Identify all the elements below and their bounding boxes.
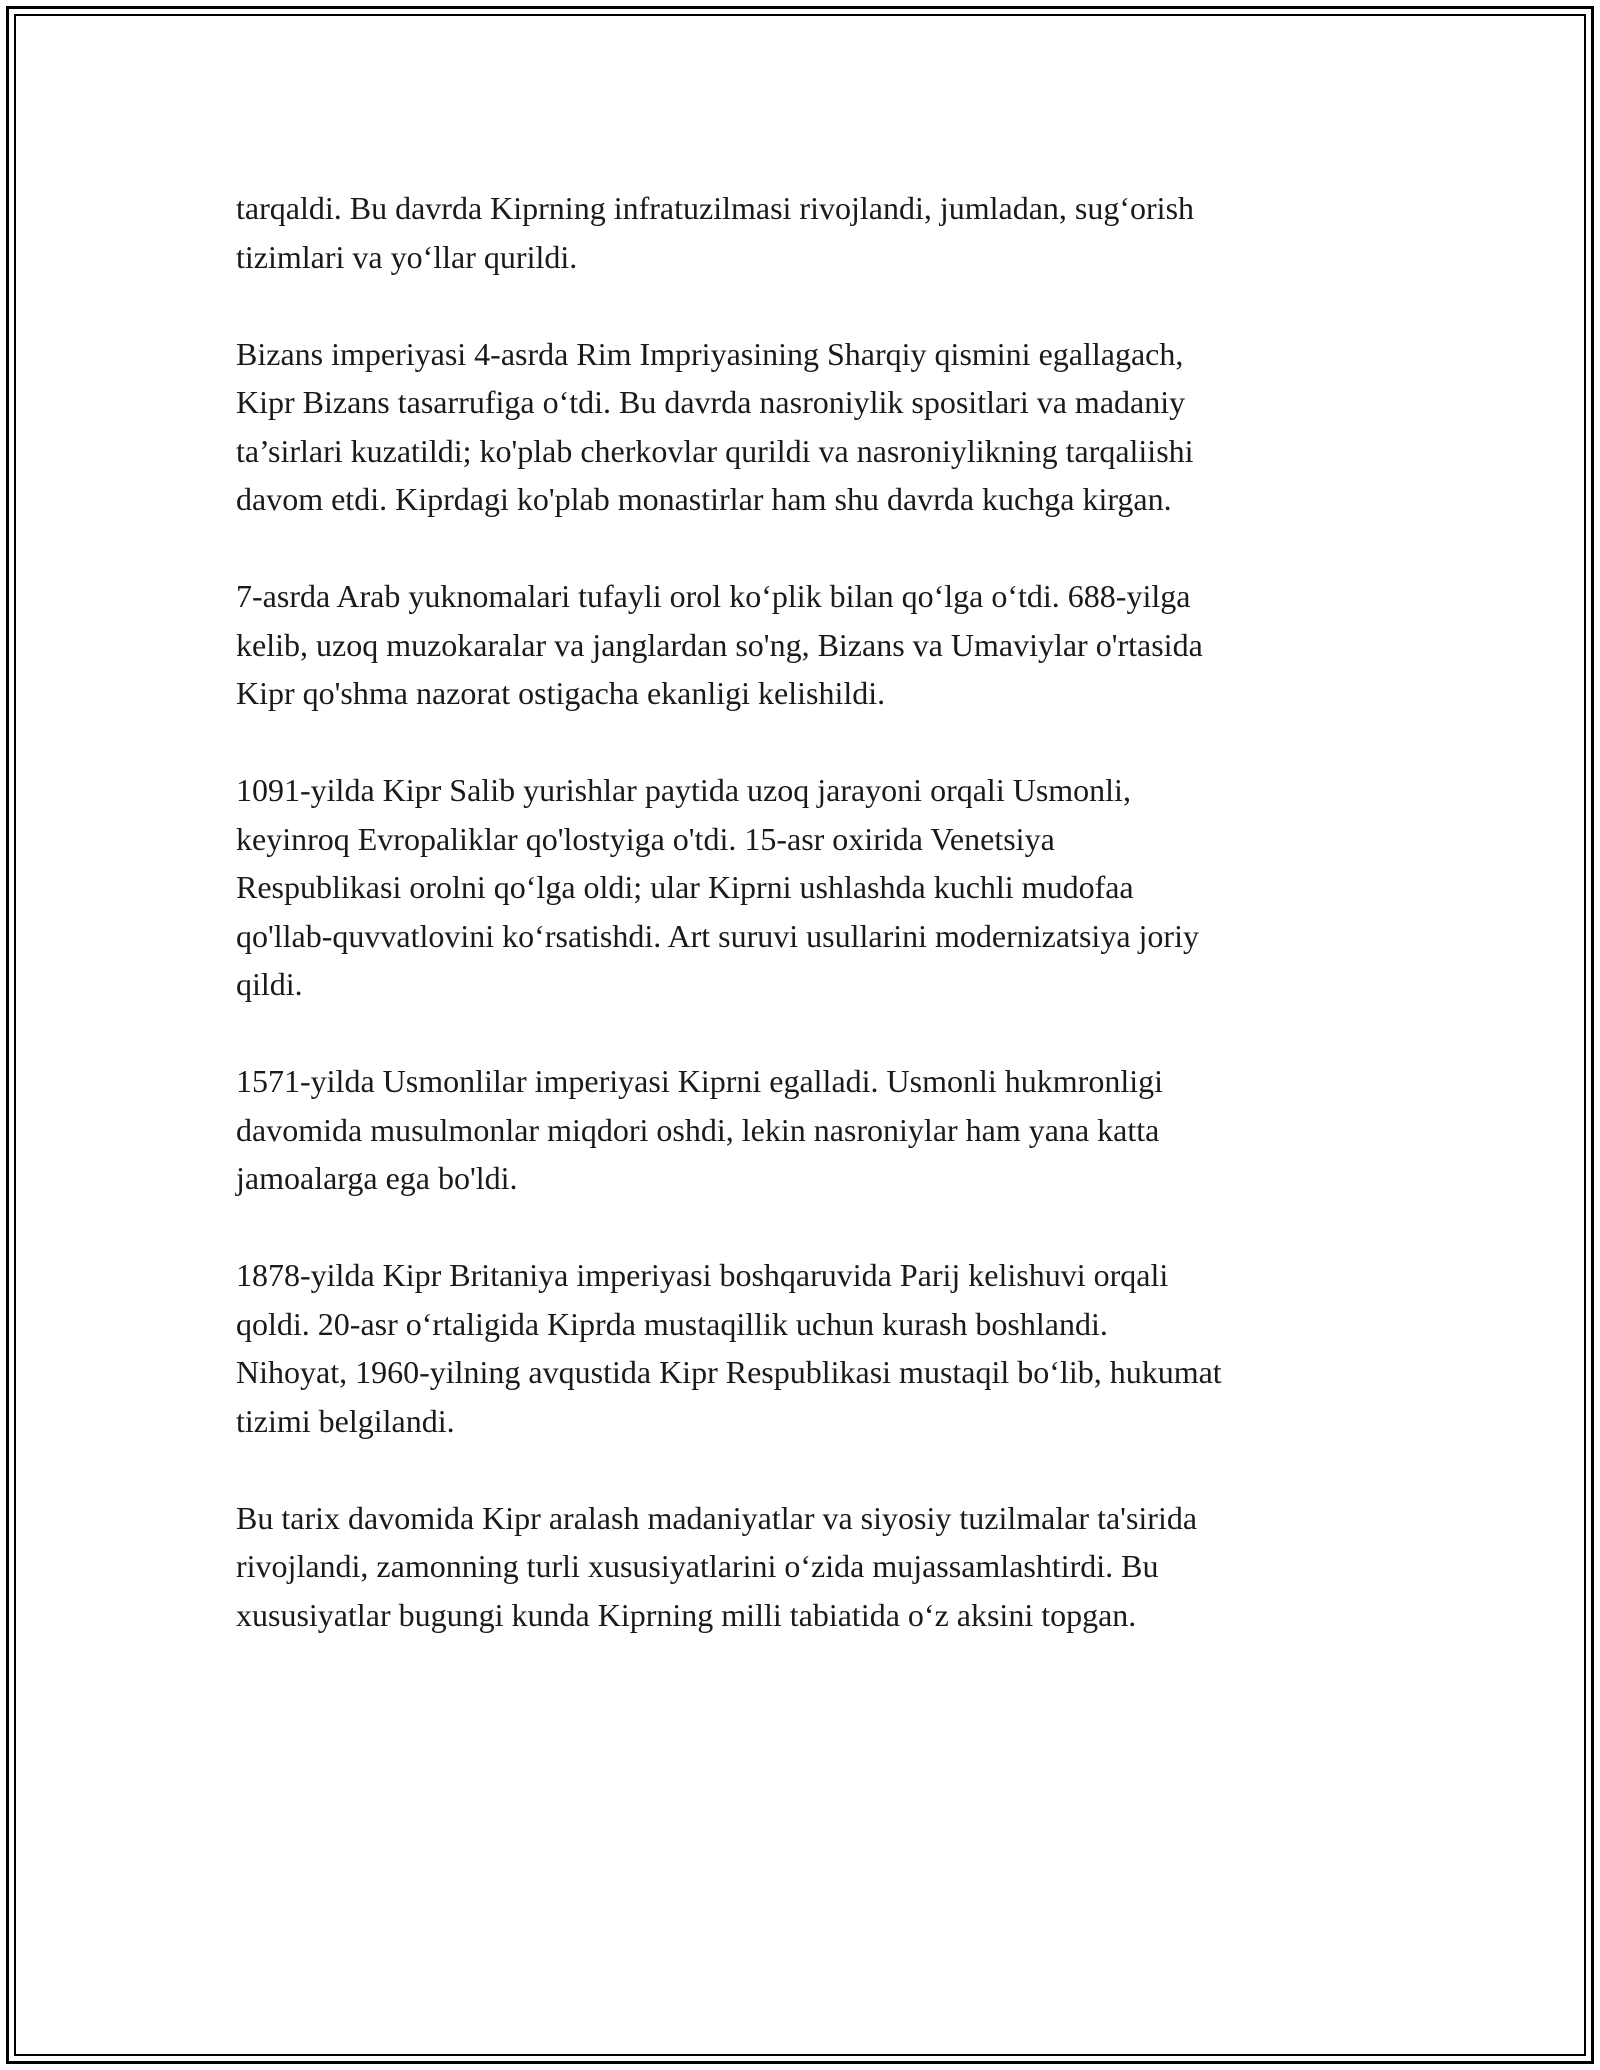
- paragraph-7: Bu tarix davomida Kipr aralash madaniyatlar va siyosiy tuzilmalar ta'sirida rivojlandi, zamonning turli xususiyatlarini o‘zida mujassamlashtirdi. Bu xususiyatlar bugungi kunda Kiprning milli tabiatida o‘z aksini topgan.: [236, 1499, 1198, 1633]
- paragraph-4: 1091-yilda Kipr Salib yurishlar paytida uzoq jarayoni orqali Usmonli, keyinroq Evropaliklar qo'lostyiga o'tdi. 15-asr oxirida Venetsiya Respublikasi orolni qo‘lga oldi; ular Kiprni ushlashda kuchli mudofaa qo'llab-quvvatlovini ko‘rsatishdi. Art suruvi usullarini modernizatsiya joriy qildi.: [236, 772, 1199, 1002]
- document-body: [236, 184, 1386, 1688]
- paragraph-1: tarqaldi. Bu davrda Kiprning infratuzilmasi rivojlandi, jumladan, sug‘orish tizimlari va yo‘llar qurildi.: [236, 190, 1195, 275]
- paragraph-2: Bizans imperiyasi 4-asrda Rim Impriyasining Sharqiy qismini egallagach, Kipr Bizans tasarrufiga o‘tdi. Bu davrda nasroniylik spositlari va madaniy ta’sirlari kuzatildi; ko'plab cherkovlar qurildi va nasroniylikning tarqaliishi davom etdi. Kiprdagi ko'plab monastirlar ham shu davrda kuchga kirgan.: [236, 335, 1194, 517]
- paragraph-6: 1878-yilda Kipr Britaniya imperiyasi boshqaruvida Parij kelishuvi orqali qoldi. 20-asr o‘rtaligida Kiprda mustaqillik uchun kurash boshlandi. Nihoyat, 1960-yilning avqustida Kipr Respublikasi mustaqil bo‘lib, hukumat tizimi belgilandi.: [236, 1257, 1222, 1439]
- paragraph-5: 1571-yilda Usmonlilar imperiyasi Kiprni egalladi. Usmonli hukmronligi davomida musulmonlar miqdori oshdi, lekin nasroniylar ham yana katta jamoalarga ega bo'ldi.: [236, 1063, 1163, 1196]
- paragraph-3: 7-asrda Arab yuknomalari tufayli orol ko‘plik bilan qo‘lga o‘tdi. 688-yilga kelib, uzoq muzokaralar va janglardan so'ng, Bizans va Umaviylar o'rtasida Kipr qo'shma nazorat ostigacha ekanligi kelishildi.: [236, 578, 1203, 711]
